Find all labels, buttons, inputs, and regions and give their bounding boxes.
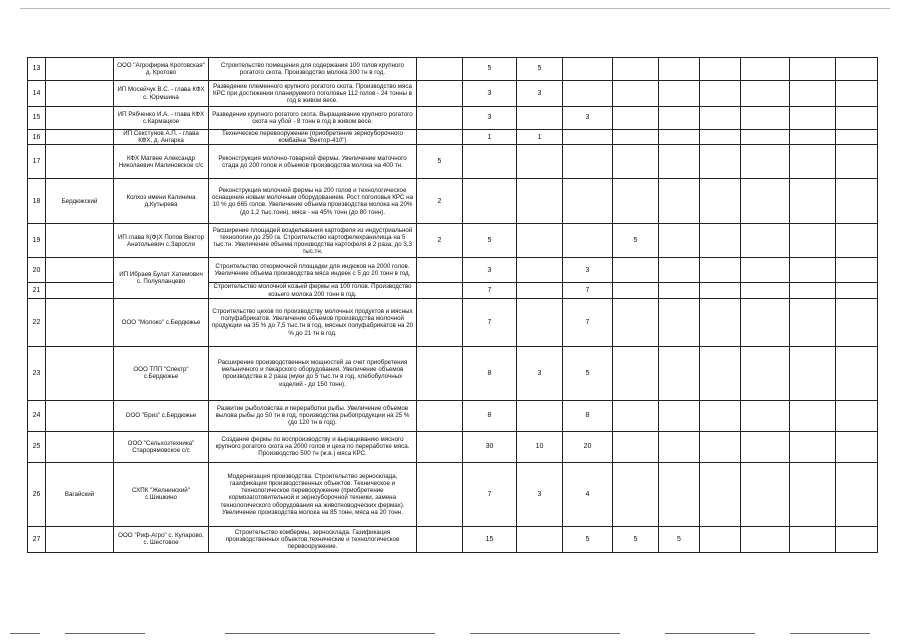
value-cell bbox=[700, 346, 741, 400]
value-cell bbox=[790, 258, 836, 283]
value-cell bbox=[613, 400, 659, 431]
value-cell bbox=[700, 81, 741, 107]
value-cell: 5 bbox=[517, 58, 563, 81]
table-row bbox=[28, 179, 878, 224]
investment-projects-table bbox=[27, 57, 878, 553]
organization-cell: ООО "Сельхозтехника" Старорямовское с/с bbox=[114, 431, 209, 462]
value-cell bbox=[700, 58, 741, 81]
value-cell: 3 bbox=[563, 258, 613, 283]
project-description-cell: Разведение племенного крупного рогатого скота. Производство мяса КРС при достижении планируемого поголовья 112 голов - 24 тонны в год в живом весе. bbox=[209, 81, 417, 107]
organization-cell: КФХ Матвее Александр Николаевич Малиновское с/с bbox=[114, 145, 209, 179]
value-cell bbox=[790, 283, 836, 298]
value-cell bbox=[700, 298, 741, 346]
value-cell bbox=[417, 130, 463, 145]
table-row bbox=[28, 400, 878, 431]
value-cell bbox=[613, 107, 659, 130]
region-cell bbox=[46, 346, 114, 400]
project-description-cell: Развитие рыболовства и переработки рыбы. Увеличение объемов вылова рыбы до 50 тн в год, производства рыбопродукции на 25 % (до 120 тн в год). bbox=[209, 400, 417, 431]
value-cell bbox=[563, 58, 613, 81]
value-cell: 20 bbox=[563, 431, 613, 462]
value-cell bbox=[517, 179, 563, 224]
region-cell bbox=[46, 526, 114, 552]
value-cell bbox=[836, 81, 878, 107]
row-number: 22 bbox=[28, 298, 46, 346]
value-cell bbox=[613, 431, 659, 462]
value-cell bbox=[613, 283, 659, 298]
row-number: 26 bbox=[28, 462, 46, 526]
value-cell bbox=[836, 431, 878, 462]
value-cell bbox=[741, 431, 790, 462]
value-cell bbox=[659, 81, 700, 107]
region-cell bbox=[46, 145, 114, 179]
value-cell bbox=[613, 145, 659, 179]
project-description-cell: Техническое перевооружение (приобретение зерноуборочного комбайна "Вектор-410") bbox=[209, 130, 417, 145]
value-cell bbox=[659, 298, 700, 346]
region-cell bbox=[46, 224, 114, 258]
row-number: 14 bbox=[28, 81, 46, 107]
value-cell: 3 bbox=[517, 462, 563, 526]
project-description-cell: Строительство помещения для содержания 100 голов крупного рогатого скота. Производство молока 300 тн в год. bbox=[209, 58, 417, 81]
region-cell: Вагайский bbox=[46, 462, 114, 526]
value-cell: 1 bbox=[517, 130, 563, 145]
value-cell: 5 bbox=[463, 224, 517, 258]
value-cell bbox=[700, 258, 741, 283]
region-cell bbox=[46, 431, 114, 462]
value-cell bbox=[517, 400, 563, 431]
value-cell bbox=[836, 58, 878, 81]
value-cell bbox=[517, 298, 563, 346]
region-cell bbox=[46, 400, 114, 431]
value-cell: 5 bbox=[463, 58, 517, 81]
value-cell bbox=[700, 224, 741, 258]
value-cell bbox=[613, 179, 659, 224]
value-cell bbox=[417, 462, 463, 526]
table-row bbox=[28, 81, 878, 107]
value-cell bbox=[790, 346, 836, 400]
table-row bbox=[28, 130, 878, 145]
table-row bbox=[28, 58, 878, 81]
value-cell bbox=[790, 58, 836, 81]
value-cell bbox=[613, 462, 659, 526]
value-cell: 3 bbox=[463, 81, 517, 107]
value-cell bbox=[517, 526, 563, 552]
value-cell bbox=[700, 130, 741, 145]
value-cell bbox=[659, 58, 700, 81]
value-cell: 10 bbox=[517, 431, 563, 462]
value-cell bbox=[613, 81, 659, 107]
value-cell bbox=[790, 400, 836, 431]
value-cell bbox=[700, 400, 741, 431]
value-cell bbox=[790, 81, 836, 107]
value-cell bbox=[517, 283, 563, 298]
project-description-cell: Расширение площадей возделывания картофеля из индустриальной технологии до 250 га. Строительство картофелехранилища на 5 тыс.тн. Увеличение объема производства картофеля в 2 раза, до 3,3 тыс.тн. bbox=[209, 224, 417, 258]
value-cell bbox=[659, 107, 700, 130]
project-description-cell: Расширение производственных мощностей за счет приобретения мельничного и пекарского оборудования. Увеличение объемов производства в 2 раза (муки до 5 тыс.тн в год, хлебобулочных изделий - до 150 тонн). bbox=[209, 346, 417, 400]
value-cell bbox=[836, 526, 878, 552]
value-cell bbox=[563, 224, 613, 258]
value-cell bbox=[659, 431, 700, 462]
value-cell: 8 bbox=[463, 400, 517, 431]
value-cell: 8 bbox=[563, 400, 613, 431]
row-number: 19 bbox=[28, 224, 46, 258]
value-cell bbox=[659, 224, 700, 258]
table-row bbox=[28, 224, 878, 258]
value-cell bbox=[836, 224, 878, 258]
value-cell: 30 bbox=[463, 431, 517, 462]
value-cell bbox=[741, 283, 790, 298]
value-cell bbox=[563, 179, 613, 224]
value-cell: 8 bbox=[463, 346, 517, 400]
value-cell bbox=[659, 346, 700, 400]
value-cell: 4 bbox=[563, 462, 613, 526]
value-cell bbox=[659, 258, 700, 283]
table-row bbox=[28, 431, 878, 462]
value-cell bbox=[790, 107, 836, 130]
value-cell bbox=[613, 130, 659, 145]
value-cell bbox=[836, 462, 878, 526]
value-cell bbox=[517, 258, 563, 283]
value-cell bbox=[741, 298, 790, 346]
value-cell bbox=[700, 431, 741, 462]
value-cell: 7 bbox=[463, 283, 517, 298]
value-cell bbox=[613, 298, 659, 346]
row-number: 23 bbox=[28, 346, 46, 400]
row-number: 21 bbox=[28, 283, 46, 298]
value-cell bbox=[417, 346, 463, 400]
value-cell bbox=[417, 81, 463, 107]
value-cell bbox=[517, 224, 563, 258]
value-cell bbox=[836, 107, 878, 130]
region-cell bbox=[46, 58, 114, 81]
value-cell bbox=[659, 179, 700, 224]
row-number: 27 bbox=[28, 526, 46, 552]
value-cell bbox=[700, 283, 741, 298]
region-cell bbox=[46, 258, 114, 283]
value-cell bbox=[463, 179, 517, 224]
value-cell bbox=[563, 145, 613, 179]
value-cell: 5 bbox=[563, 526, 613, 552]
table-row bbox=[28, 346, 878, 400]
value-cell bbox=[417, 431, 463, 462]
value-cell bbox=[836, 346, 878, 400]
value-cell bbox=[417, 526, 463, 552]
table-row bbox=[28, 462, 878, 526]
project-description-cell: Создание фермы по воспроизводству и выращиванию мясного крупного рогатого скота на 2000 голов и цеха по переработке мяса. Производство 500 тн (ж.в.) мяса КРС. bbox=[209, 431, 417, 462]
value-cell bbox=[700, 145, 741, 179]
value-cell bbox=[790, 130, 836, 145]
value-cell bbox=[836, 145, 878, 179]
value-cell bbox=[517, 107, 563, 130]
region-cell bbox=[46, 107, 114, 130]
value-cell bbox=[700, 179, 741, 224]
project-description-cell: Реконструкция молочной фермы на 200 голов и технологическое оснащение новым молочным оборудованием. Рост поголовья КРС на 10 % до 665 голов. Увеличение объема производства молока на 20% (до 1,2 тыс.тонн), мяса - на 45% тонн (до 80 тонн). bbox=[209, 179, 417, 224]
value-cell: 5 bbox=[659, 526, 700, 552]
table-row bbox=[28, 526, 878, 552]
value-cell: 3 bbox=[463, 107, 517, 130]
value-cell: 2 bbox=[417, 179, 463, 224]
organization-cell: ИП глава К(Ф)Х Попов Виктор Анатольевич с.Заросли bbox=[114, 224, 209, 258]
row-number: 16 bbox=[28, 130, 46, 145]
value-cell bbox=[836, 258, 878, 283]
value-cell bbox=[790, 526, 836, 552]
scan-artifact bbox=[790, 633, 870, 634]
organization-cell: ООО "Риф-Агро" с. Куларово, с. Шестовое bbox=[114, 526, 209, 552]
row-number: 15 bbox=[28, 107, 46, 130]
value-cell bbox=[417, 58, 463, 81]
row-number: 18 bbox=[28, 179, 46, 224]
organization-cell: Колхоз имени Калинина д.Кутырева bbox=[114, 179, 209, 224]
value-cell bbox=[790, 145, 836, 179]
value-cell bbox=[790, 462, 836, 526]
project-description-cell: Строительство комбермы, зерносклада. Газификация производственных объектов,технические и технологическое перевооружение. bbox=[209, 526, 417, 552]
value-cell bbox=[836, 298, 878, 346]
project-description-cell: Строительство откормочной площадки для индюков на 2000 голов. Увеличение объема производства мяса индеек с 5 до 20 тонн в год. bbox=[209, 258, 417, 283]
project-description-cell: Строительство цехов по производству молочных продуктов и мясных полуфабрикатов. Увеличение объемов производства молочной продукции на 35 % до 7,5 тыс.тн в год, мясных полуфабрикатов на 20 % до 21 тн в год. bbox=[209, 298, 417, 346]
project-description-cell: Модернизация производства. Строительство зерносклада, газификация производственных объектов. Техническое и технологическое перевооружение (приобретение кормозаготовительной и зерноуборочной техники, замена технологического оборудования на животноводческих фермах). Увеличение производства молока на 85 тонн, мяса на 20 тонн. bbox=[209, 462, 417, 526]
project-description-cell: Строительство молочной козьей фермы на 100 голов. Производство козьего молока 200 тонн в год. bbox=[209, 283, 417, 298]
value-cell bbox=[613, 346, 659, 400]
value-cell bbox=[741, 145, 790, 179]
value-cell bbox=[741, 224, 790, 258]
value-cell bbox=[613, 58, 659, 81]
value-cell bbox=[790, 224, 836, 258]
value-cell bbox=[659, 400, 700, 431]
value-cell: 7 bbox=[463, 462, 517, 526]
top-rule bbox=[20, 8, 890, 9]
value-cell bbox=[417, 400, 463, 431]
value-cell bbox=[741, 346, 790, 400]
value-cell: 7 bbox=[563, 283, 613, 298]
value-cell bbox=[700, 526, 741, 552]
row-number: 17 bbox=[28, 145, 46, 179]
organization-cell: ИП Рябченко И.А. - глава КФХ с.Кармацкое bbox=[114, 107, 209, 130]
value-cell bbox=[741, 400, 790, 431]
value-cell bbox=[417, 283, 463, 298]
value-cell bbox=[659, 283, 700, 298]
scan-artifact bbox=[225, 633, 435, 634]
value-cell: 15 bbox=[463, 526, 517, 552]
organization-cell: ИП Секстунов А.П. - глава КФХ, д. Ангарка bbox=[114, 130, 209, 145]
value-cell: 7 bbox=[563, 298, 613, 346]
row-number: 24 bbox=[28, 400, 46, 431]
value-cell bbox=[463, 145, 517, 179]
value-cell: 5 bbox=[417, 145, 463, 179]
value-cell bbox=[659, 130, 700, 145]
value-cell: 5 bbox=[563, 346, 613, 400]
table-row bbox=[28, 258, 878, 283]
value-cell bbox=[741, 258, 790, 283]
value-cell: 1 bbox=[463, 130, 517, 145]
value-cell bbox=[563, 130, 613, 145]
scan-artifact bbox=[10, 633, 40, 634]
value-cell bbox=[563, 81, 613, 107]
row-number: 25 bbox=[28, 431, 46, 462]
value-cell: 5 bbox=[613, 224, 659, 258]
table-row bbox=[28, 145, 878, 179]
scan-artifact bbox=[470, 633, 620, 634]
value-cell bbox=[517, 145, 563, 179]
organization-cell: ООО "Агрофирма Кротовская" д. Кротово bbox=[114, 58, 209, 81]
value-cell: 3 bbox=[517, 81, 563, 107]
value-cell bbox=[700, 107, 741, 130]
value-cell bbox=[790, 298, 836, 346]
region-cell bbox=[46, 81, 114, 107]
value-cell: 3 bbox=[563, 107, 613, 130]
region-cell bbox=[46, 283, 114, 298]
project-description-cell: Реконструкция молочно-товарной фермы. Увеличение маточного стада до 200 голов и объемов производства молока на 400 тн. bbox=[209, 145, 417, 179]
table-row bbox=[28, 107, 878, 130]
scan-artifact bbox=[65, 633, 145, 634]
organization-cell: ИП Мосейчук В.С. - глава КФХ с. Юрмшина bbox=[114, 81, 209, 107]
project-description-cell: Разведение крупного рогатого скота. Выращивание крупного рогатого скота на убой - 8 тонн в год в живом весе. bbox=[209, 107, 417, 130]
value-cell: 3 bbox=[463, 258, 517, 283]
scan-artifact bbox=[665, 633, 755, 634]
row-number: 13 bbox=[28, 58, 46, 81]
region-cell: Бердюжский bbox=[46, 179, 114, 224]
value-cell bbox=[741, 130, 790, 145]
value-cell: 2 bbox=[417, 224, 463, 258]
value-cell bbox=[741, 107, 790, 130]
value-cell bbox=[417, 298, 463, 346]
value-cell bbox=[659, 145, 700, 179]
value-cell bbox=[700, 462, 741, 526]
value-cell: 5 bbox=[613, 526, 659, 552]
value-cell bbox=[836, 179, 878, 224]
value-cell bbox=[741, 462, 790, 526]
row-number: 20 bbox=[28, 258, 46, 283]
organization-cell: СХПК "Желнинский" с.Шишкино bbox=[114, 462, 209, 526]
organization-cell: ООО "Бриз" с.Бердюжье bbox=[114, 400, 209, 431]
value-cell bbox=[790, 179, 836, 224]
value-cell: 3 bbox=[517, 346, 563, 400]
table-row bbox=[28, 298, 878, 346]
value-cell bbox=[836, 400, 878, 431]
value-cell bbox=[790, 431, 836, 462]
region-cell bbox=[46, 130, 114, 145]
organization-cell: ООО "Молоко" с.Бердюжье bbox=[114, 298, 209, 346]
value-cell: 7 bbox=[463, 298, 517, 346]
value-cell bbox=[741, 526, 790, 552]
value-cell bbox=[417, 258, 463, 283]
value-cell bbox=[836, 130, 878, 145]
organization-cell: ООО ТПП "Спектр" с.Бердюжье bbox=[114, 346, 209, 400]
value-cell bbox=[659, 462, 700, 526]
organization-cell: ИП Ибраев Булат Хатемович с. Полуяланцево bbox=[114, 258, 209, 298]
value-cell bbox=[836, 283, 878, 298]
value-cell bbox=[613, 258, 659, 283]
value-cell bbox=[741, 179, 790, 224]
region-cell bbox=[46, 298, 114, 346]
value-cell bbox=[741, 58, 790, 81]
value-cell bbox=[417, 107, 463, 130]
value-cell bbox=[741, 81, 790, 107]
